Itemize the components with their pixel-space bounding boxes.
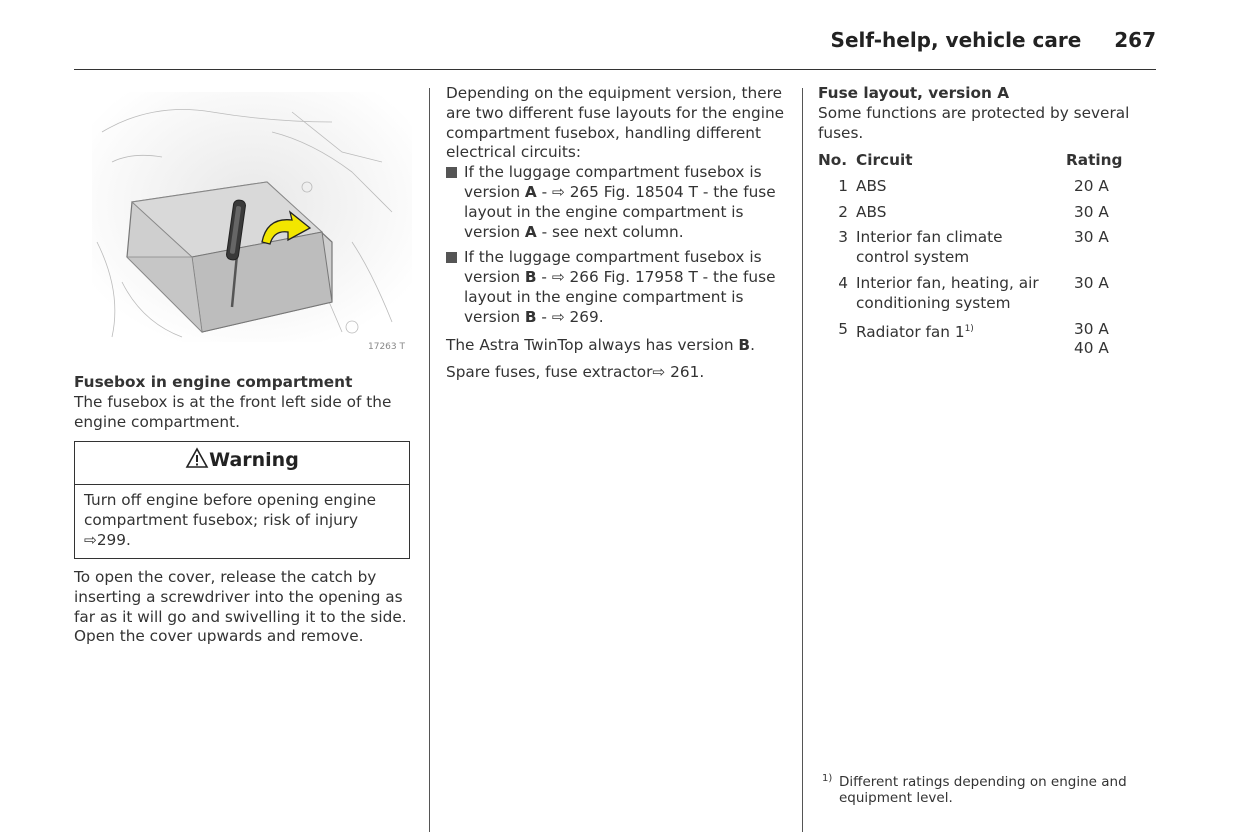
layout-intro: Depending on the equipment version, there are two different fuse layouts for the engine compartment fusebox, handling different electrical circuits:	[446, 84, 785, 162]
table-row: 5 Radiator fan 1$^{1)}$ 30 A 40 A	[838, 319, 1109, 358]
footnote-mark: 1)	[964, 323, 974, 334]
warning-triangle-icon	[185, 447, 209, 469]
twintop-note: The Astra TwinTop always has version B.	[446, 335, 755, 354]
fuse-table	[818, 151, 1144, 365]
fusebox-intro: The fusebox is at the front left side of the engine compartment.	[74, 392, 392, 431]
bullet-square-icon	[446, 252, 457, 263]
warning-ref: 299.	[96, 530, 131, 549]
reference-arrow-icon: ⇨	[551, 268, 565, 287]
column-1-instructions	[74, 568, 414, 647]
footnote	[822, 774, 1142, 806]
table-row: 2 ABS 30 A	[838, 202, 1109, 221]
column-divider-2	[802, 88, 803, 832]
table-row: 1 ABS 20 A	[838, 176, 1109, 195]
spare-fuses-note: Spare fuses, fuse extractor⇨ 261.	[446, 363, 705, 382]
column-1-intro	[74, 373, 414, 432]
fuse-layout-intro: Some functions are protected by several fuses.	[818, 103, 1130, 142]
fusebox-drawing	[92, 92, 412, 354]
header-rule	[74, 69, 1156, 70]
fusebox-illustration	[92, 92, 412, 354]
warning-text: Turn off engine before opening engine compartment fusebox; risk of injury	[84, 491, 377, 529]
section-title: Self-help, vehicle care	[830, 28, 1082, 52]
table-row: 3 Interior fan climate control system 30 A	[838, 228, 1109, 267]
footnote-mark: 1)	[822, 773, 833, 784]
column-3-intro	[818, 84, 1148, 143]
footnote-text: Different ratings depending on engine and equipment level.	[839, 774, 1127, 806]
column-divider-1	[429, 88, 430, 832]
page-number: 267	[1114, 28, 1156, 52]
fusebox-heading: Fusebox in engine compartment	[74, 373, 353, 391]
list-item	[446, 248, 786, 327]
fuse-layout-heading: Fuse layout, version A	[818, 84, 1010, 102]
open-cover-instructions: To open the cover, release the catch by inserting a screwdriver into the opening as far as it will go and swivelling it to the side. Open the cover upwards and remove.	[74, 568, 407, 646]
column-2	[446, 84, 786, 383]
bullet-text: If the luggage compartment fusebox is version B - ⇨ 266 Fig. 17958 T - the fuse layout in the engine compartment is version B - ⇨ 269.	[464, 248, 776, 326]
warning-title: Warning	[209, 449, 299, 471]
list-item	[446, 163, 786, 242]
warning-body	[75, 485, 409, 556]
reference-arrow-icon: ⇨	[551, 182, 565, 201]
reference-arrow-icon: ⇨	[84, 530, 97, 549]
bullet-text: If the luggage compartment fusebox is version A - ⇨ 265 Fig. 18504 T - the fuse layout in the engine compartment is version A - see next column.	[464, 163, 776, 241]
figure-id: 17263 T	[368, 342, 405, 352]
warning-box	[74, 441, 410, 559]
page-header	[74, 28, 1156, 62]
warning-header	[75, 442, 409, 485]
reference-arrow-icon: ⇨	[551, 307, 565, 326]
reference-arrow-icon: ⇨	[652, 363, 666, 382]
table-header: No. Circuit Rating	[818, 151, 1123, 169]
bullet-square-icon	[446, 167, 457, 178]
table-row: 4 Interior fan, heating, air conditioning system 30 A	[838, 273, 1109, 312]
